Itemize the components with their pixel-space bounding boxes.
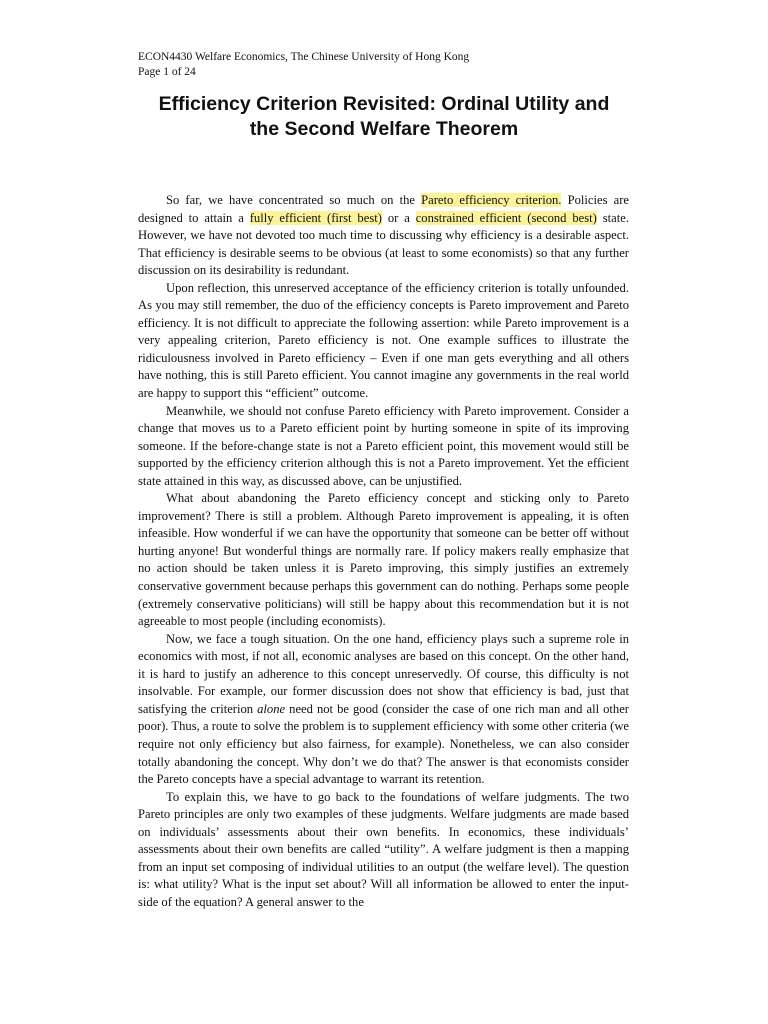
paragraph-4: What about abandoning the Pareto efficiency concept and sticking only to Pareto improvement? There is still a problem. Although Pareto improvement is appealing, it is often infeasible. How wonderful if we can have the opportunity that someone can be better off without hurting anyone! But wonderful things are normally rare. If policy makers really emphasize that no action should be taken unless it is Pareto improving, this simply justifies an extremely conservative government because perhaps this government can do nothing. Perhaps some people (extremely conservative politicians) will still be happy about this recommendation but it is not agreeable to most people (including economists). (138, 491, 629, 629)
highlight-constrained-efficient: constrained efficient (second best) (415, 210, 597, 225)
paragraph-1-text-d: state. However, we have not devoted too much time to discussing why efficiency is a desirable aspect. That efficiency is desirable seems to be obvious (at least to some economists) so that any further discussion on its desirability is redundant. (138, 210, 629, 278)
title-line-2: the Second Welfare Theorem (249, 118, 519, 140)
highlight-pareto-efficiency: Pareto efficiency criterion. (421, 193, 562, 207)
paragraph-3: Meanwhile, we should not confuse Pareto efficiency with Pareto improvement. Consider a change that moves us to a Pareto efficient point by hurting someone in spite of its improving someone. If the before-change state is not a Pareto efficient point, this movement would still be supported by the efficiency criterion although this is not a Pareto improvement. Yet the efficient state attained in this way, as discussed above, can be unjustified. (138, 403, 629, 488)
paragraph-1-text-b: Policies are designed to attain a (138, 193, 629, 225)
paragraph-2: Upon reflection, this unreserved acceptance of the efficiency criterion is totally unfounded. As you may still remember, the duo of the efficiency concepts is Pareto improvement and Pareto efficiency. It is not difficult to appreciate the following assertion: while Pareto improvement is a very appealing criterion, Pareto efficiency is not. One example suffices to illustrate the ridiculousness involved in Pareto efficiency – Even if one man gets everything and all others have nothing, this is still Pareto efficient. You cannot imagine any governments in the real world are happy to support this “efficient” outcome. (138, 280, 629, 401)
paragraph-5-text-b: need not be good (consider the case of one rich man and all other poor). Thus, a route to solve the problem is to supplement efficiency with some other criteria (we require not only efficiency but also fairness, for example). Nonetheless, we can also consider totally abandoning the concept. Why don’t we do that? The answer is that economists consider the Pareto concepts have a special advantage to warrant its retention. (138, 701, 630, 787)
page-number: Page 1 of 24 (138, 66, 196, 78)
paragraph-1-text-a: So far, we have concentrated so much on the (166, 193, 422, 207)
course-header: ECON4430 Welfare Economics, The Chinese University of Hong Kong (138, 51, 470, 63)
paragraph-1 (138, 192, 629, 280)
document-title (100, 92, 668, 142)
emphasis-alone: alone (257, 701, 286, 716)
paragraph-6: To explain this, we have to go back to the foundations of welfare judgments. The two Pareto principles are only two examples of these judgments. Welfare judgments are made based on individuals’ assessments about their own benefits. In economics, these individuals’ assessments about their own benefits are called “utility”. A welfare judgment is then a mapping from an input set composing of individual utilities to an output (the welfare level). The question is: what utility? What is the input set about? Will all information be allowed to enter the input-side of the equation? A general answer to the (138, 789, 629, 909)
paragraph-1-text-c: or a (381, 210, 416, 225)
paragraph-5-text-a: Now, we face a tough situation. On the one hand, efficiency plays such a supreme role in economics with most, if not all, economic analyses are based on this concept. On the other hand, it is hard to justify an adherence to this concept unreservedly. Of course, this difficulty is not insolvable. For example, our former discussion does not show that efficiency is bad, just that satisfying the criterion (138, 631, 629, 716)
paragraph-5 (138, 631, 629, 789)
body-text (138, 192, 629, 911)
highlight-fully-efficient: fully efficient (first best) (249, 210, 382, 225)
title-line-1: Efficiency Criterion Revisited: Ordinal Utility and (158, 93, 610, 115)
page-header (138, 50, 469, 80)
